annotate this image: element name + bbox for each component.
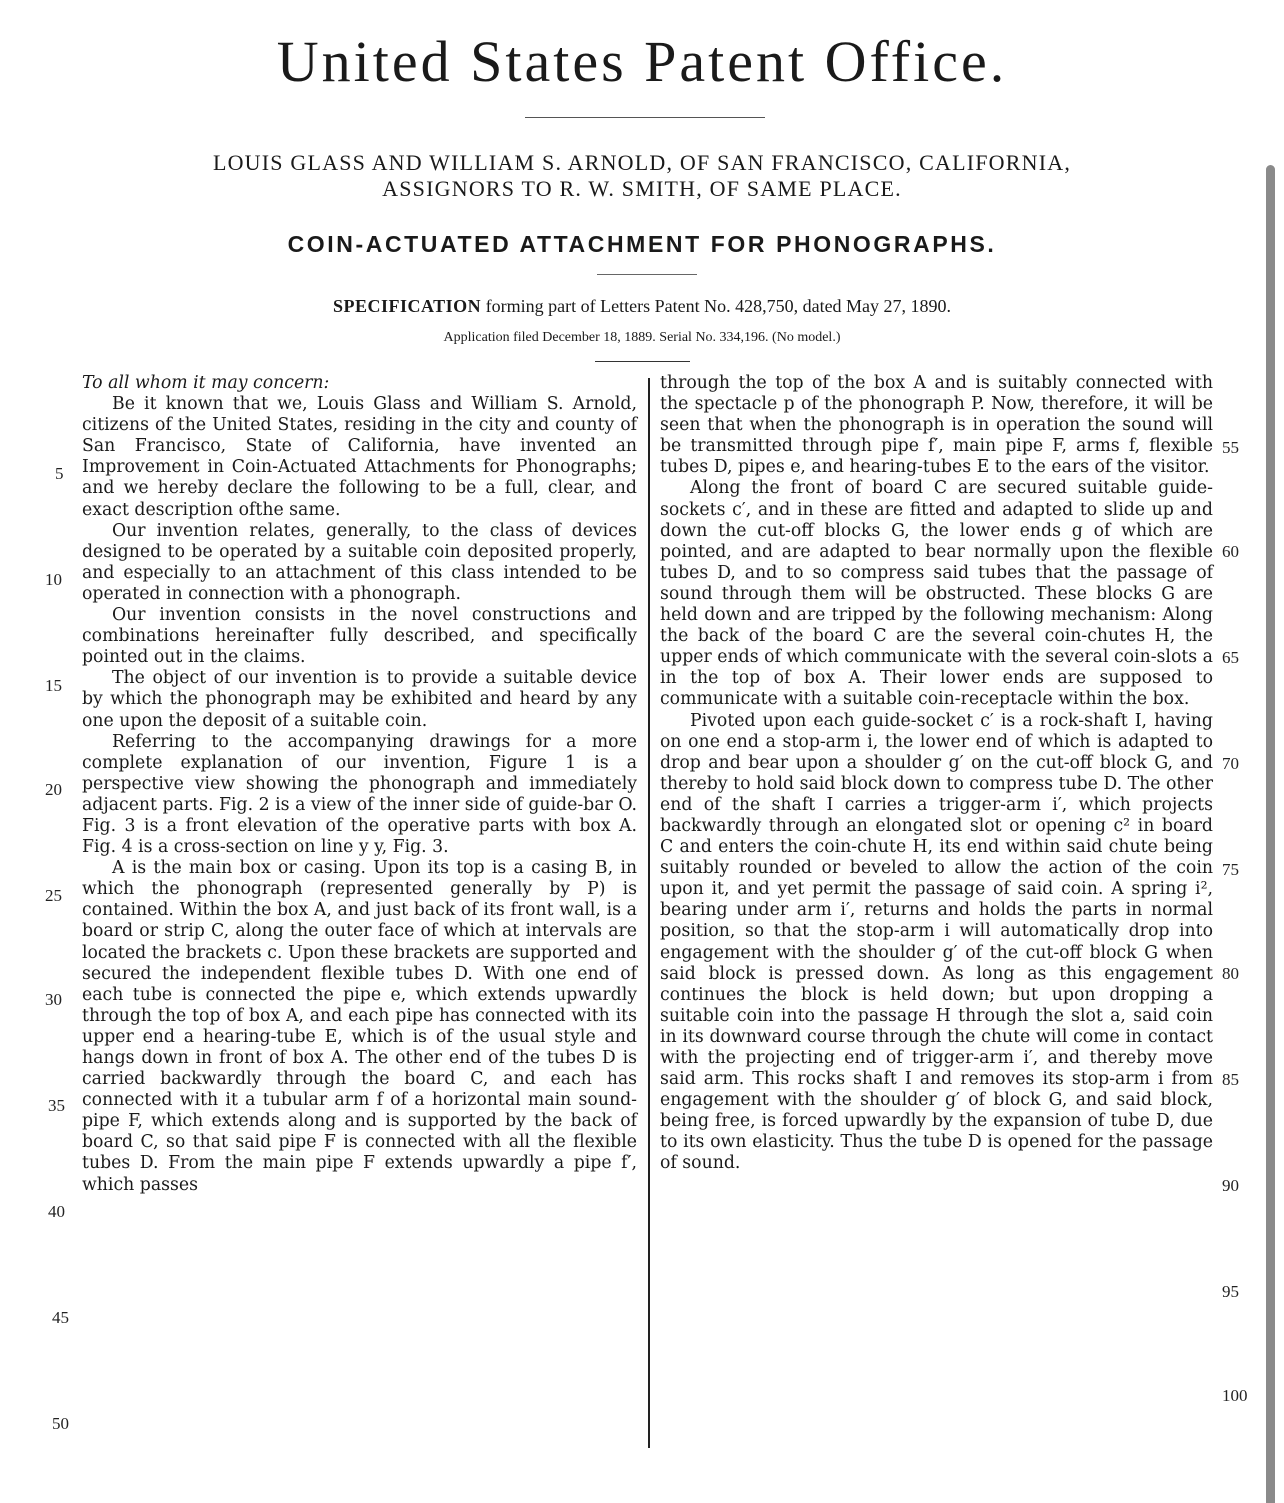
line-number: 5 [55,464,64,483]
paragraph: Referring to the accompanying drawings for a more complete explanation of our invention, Figure 1 is a perspective view showing the phonograph and immediately adjacent parts. Fig. 2 is a view of the inner side of guide-bar O. Fig. 3 is a front elevation of the operative parts with box A. Fig. 4 is a cross-section on line y y, Fig. 3. [82,731,637,858]
assignors-line: ASSIGNORS TO R. W. SMITH, OF SAME PLACE. [382,176,902,201]
line-number: 10 [45,570,62,589]
paragraph: Be it known that we, Louis Glass and William S. Arnold, citizens of the United States, residing in the city and county of San Francisco, State of California, have invented an Improvement in Coin-Actuated Attachments for Phonographs; and we hereby declare the following to be a full, clear, and exact description ofthe same. [82,394,637,520]
subject-divider [597,274,697,275]
application-line: Application filed December 18, 1889. Serial No. 334,196. (No model.) [443,330,841,345]
left-column [82,373,637,1196]
line-number: 55 [1222,438,1239,457]
line-number: 20 [45,780,62,799]
line-number: 85 [1222,1070,1239,1089]
specification-line [0,296,1284,317]
specification-label: SPECIFICATION [332,296,482,316]
line-number: 50 [52,1414,69,1433]
line-number: 40 [48,1202,65,1221]
line-number: 15 [45,676,62,695]
vertical-scrollbar[interactable] [1266,165,1275,1503]
line-number: 30 [45,990,62,1009]
line-number: 25 [45,886,62,905]
paragraph: Our invention relates, generally, to the class of devices designed to be operated by a suitable coin deposited properly, and especially to an attachment of this class intended to be operated in connection with a phonograph. [82,520,637,604]
paragraph: A is the main box or casing. Upon its top is a casing B, in which the phonograph (represented generally by P) is contained. Within the box A, and just back of its front wall, is a board or strip C, along the outer face of which at intervals are located the brackets c. Upon these brackets are supported and secured the independent flexible tubes D. With one end of each tube is connected the pipe e, which extends upwardly through the top of box A, and each pipe has connected with its upper end a hearing-tube E, which is of the usual style and hangs down in front of box A. The other end of the tubes D is carried backwardly through the board C, and each has connected with it a tubular arm f of a horizontal main sound-pipe F, which extends along and is supported by the back of board C, so that said pipe F is connected with all the flexible tubes D. From the main pipe F extends upwardly a pipe f′, which passes [82,858,637,1195]
specification-text: forming part of Letters Patent No. 428,750, dated May 27, 1890. [485,296,952,316]
inventors-line: LOUIS GLASS AND WILLIAM S. ARNOLD, OF SAN FRANCISCO, CALIFORNIA, [212,150,1072,175]
paragraph: Our invention consists in the novel constructions and combinations hereinafter fully described, and specifically pointed out in the claims. [82,605,637,668]
column-divider [648,378,650,1448]
line-number: 100 [1222,1386,1248,1405]
right-column [660,373,1213,1175]
line-number: 90 [1222,1176,1239,1195]
paragraph: Along the front of board C are secured suitable guide-sockets c′, and in these are fitted and adapted to slide up and down the cut-off blocks G, the lower ends g of which are pointed, and are adapted to bear normally upon the flexible tubes D, and to so compress said tubes that the passage of sound through them will be obstructed. These blocks G are held down and are tripped by the following mechanism: Along the back of the board C are the several coin-chutes H, the upper ends of which communicate with the several coin-slots a in the top of box A. Their lower ends are supposed to communicate with a suitable coin-receptacle within the box. [660,478,1213,710]
invention-title: COIN-ACTUATED ATTACHMENT FOR PHONOGRAPHS. [287,231,997,257]
salutation: To all whom it may concern: [82,373,330,393]
line-number: 70 [1222,754,1239,773]
line-number: 35 [48,1096,65,1115]
page-title: United States Patent Office. [276,29,1008,94]
title-divider [525,117,765,118]
inventors-block [0,150,1284,202]
line-number: 45 [52,1308,69,1327]
line-number: 80 [1222,964,1239,983]
line-number: 60 [1222,542,1239,561]
paragraph: The object of our invention is to provide a suitable device by which the phonograph may be exhibited and heard by any one upon the deposit of a suitable coin. [82,668,637,731]
paragraph: through the top of the box A and is suitably connected with the spectacle p of the phonograph P. Now, therefore, it will be seen that when the phonograph is in operation the sound will be transmitted through pipe f′, main pipe F, arms f, flexible tubes D, pipes e, and hearing-tubes E to the ears of the visitor. [660,373,1213,478]
paragraph: Pivoted upon each guide-socket c′ is a rock-shaft I, having on one end a stop-arm i, the lower end of which is adapted to drop and bear upon a shoulder g′ on the cut-off block G, and thereby to hold said block down to compress tube D. The other end of the shaft I carries a trigger-arm i′, which projects backwardly through an elongated slot or opening c² in board C and enters the coin-chute H, its end within said chute being suitably rounded or beveled to allow the action of the coin upon it, and yet permit the passage of said coin. A spring i², bearing under arm i′, returns and holds the parts in normal position, so that the stop-arm i will automatically drop into engagement with the shoulder g′ of the cut-off block G when said block is pressed down. As long as this engagement continues the block is held down; but upon dropping a suitable coin into the passage H through the slot a, said coin in its downward course through the chute will come in contact with the projecting end of trigger-arm i′, and thereby move said arm. This rocks shaft I and removes its stop-arm i from engagement with the shoulder g′ of block G, and said block, being free, is forced upwardly by the expansion of tube D, due to its own elasticity. Thus the tube D is opened for the passage of sound. [660,710,1213,1174]
line-number: 95 [1222,1282,1239,1301]
header-divider [595,361,690,362]
line-number: 65 [1222,648,1239,667]
line-number: 75 [1222,860,1239,879]
